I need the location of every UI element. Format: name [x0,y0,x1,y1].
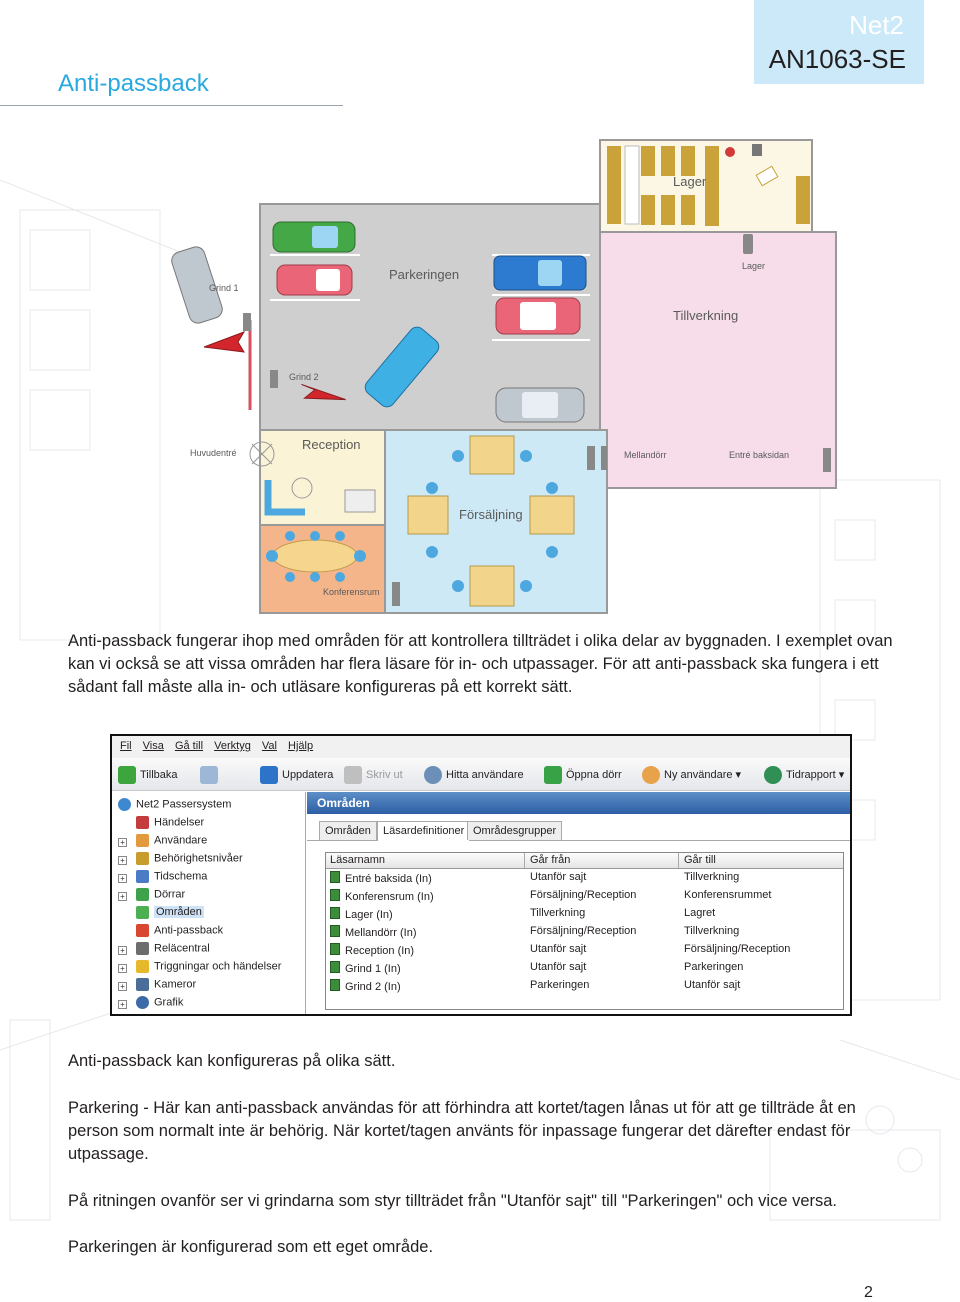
section-title: Områden [307,792,850,814]
table-cell: Entré baksida (In) [330,871,432,885]
table-row[interactable] [326,977,843,995]
expand-icon[interactable]: + [118,964,127,973]
intro-paragraph: Anti-passback fungerar ihop med områden för att kontrollera tillträdet i olika delar av byggnaden. I exemplet ovan kan vi också se att vissa områden har flera läsare för in- och utpassager. För att anti-passback ska fungera i ett sådant fall måste alla in- och utläsare konfigureras på ett korrekt sätt. [68,632,893,696]
table-cell: Utanför sajt [530,943,587,955]
table-row[interactable] [326,905,843,923]
parking-area [169,204,600,430]
user-icon [642,766,660,784]
door-icon [544,766,562,784]
print-button[interactable]: Skriv ut [344,766,403,784]
tree-item-dorrar[interactable]: Dörrar [136,888,185,901]
expand-icon[interactable]: + [118,874,127,883]
reader-icon [330,943,340,955]
label-mellandorr: Mellandörr [624,450,667,460]
toolbar [112,758,850,791]
table-cell: Tillverkning [684,871,740,883]
users-icon [136,834,149,847]
reader-icon [330,871,340,883]
tree-item-anti-passback[interactable]: Anti-passback [136,924,223,937]
paragraph-area: Parkeringen är konfigurerad som ett eget område. [68,1238,434,1256]
find-user-button[interactable]: Hitta användare [424,766,524,784]
eye-icon [136,996,149,1009]
relay-icon [136,942,149,955]
door-icon [136,888,149,901]
reader-icon [330,889,340,901]
table-cell: Konferensrum (In) [330,889,434,903]
net2-app-screenshot [110,734,852,1016]
table-cell: Utanför sajt [530,871,587,883]
expand-icon[interactable]: + [118,982,127,991]
table-cell: Utanför sajt [684,979,741,991]
column-separator [678,853,679,868]
label-lager: Lager [673,174,707,189]
refresh-icon [260,766,278,784]
update-button[interactable]: Uppdatera [260,766,333,784]
area-icon [136,906,149,919]
areas-panel [307,792,850,1014]
paragraph-gates: På ritningen ovanför ser vi grindarna som styr tillträdet från "Utanför sajt" till "Parkeringen" och vice versa. [68,1192,838,1210]
label-tillverkning: Tillverkning [673,308,739,323]
table-header [326,853,843,869]
tree-root[interactable]: Net2 Passersystem [118,798,231,811]
tree-item-handelser[interactable]: Händelser [136,816,204,829]
column-gar-fran[interactable]: Går från [530,854,571,866]
time-report-button[interactable]: Tidrapport ▾ [764,766,844,784]
tree-item-kameror[interactable]: Kameror [136,978,196,991]
brand-name: Net2 [849,10,904,40]
open-door-button[interactable]: Öppna dörr [544,766,622,784]
table-cell: Grind 2 (In) [330,979,401,993]
paragraph-parking: Parkering - Här kan anti-passback användas för att förhindra att kortet/tagen lånas ut för att ge tillträde åt en person som normalt inte är behörig. När kortet/tagen använts för inpassage fungerar det därefter endast för utpassage. [68,1099,856,1163]
tree-item-anvandare[interactable]: Användare [136,834,207,847]
reader-icon [330,907,340,919]
table-cell: Tillverkning [530,907,586,919]
expand-icon[interactable]: + [118,892,127,901]
menu-val[interactable]: Val [261,740,277,752]
column-lasarnamn[interactable]: Läsarnamn [330,854,386,866]
label-grind2: Grind 2 [289,372,319,382]
calendar-icon [136,870,149,883]
label-parkeringen: Parkeringen [389,267,460,282]
table-row[interactable] [326,941,843,959]
menu-bar [112,736,850,759]
globe-icon [118,798,131,811]
reader-icon [330,961,340,973]
label-reception: Reception [302,437,361,452]
label-konferensrum: Konferensrum [323,587,380,597]
reader-icon [330,979,340,991]
tab-lasardefinitioner[interactable]: Läsardefinitioner [377,821,470,841]
paragraph-configure: Anti-passback kan konfigureras på olika sätt. [68,1052,396,1070]
table-cell: Konferensrummet [684,889,772,901]
menu-hjalp[interactable]: Hjälp [288,740,314,752]
expand-icon[interactable]: + [118,946,127,955]
title-underline [0,105,343,106]
table-cell: Tillverkning [684,925,740,937]
anti-passback-icon [136,924,149,937]
printer-icon [344,766,362,784]
key-icon [136,852,149,865]
table-row[interactable] [326,959,843,977]
tree-item-grafik[interactable]: Grafik [136,996,183,1009]
brand-box [754,0,924,84]
tab-omradesgrupper[interactable]: Områdesgrupper [467,821,562,840]
tree-item-triggningar[interactable]: Triggningar och händelser [136,960,281,973]
menu-visa[interactable]: Visa [142,740,164,752]
tab-omraden[interactable]: Områden [319,821,377,840]
tree-item-behorighetsnivaer[interactable]: Behörighetsnivåer [136,852,243,865]
back-button[interactable]: Tillbaka [118,766,178,784]
table-cell: Försäljning/Reception [530,889,637,901]
back-arrow-icon [118,766,136,784]
page-number: 2 [864,1284,873,1301]
expand-icon[interactable]: + [118,856,127,865]
menu-ga-till[interactable]: Gå till [174,740,204,752]
events-icon [136,816,149,829]
table-cell: Försäljning/Reception [530,925,637,937]
table-cell: Mellandörr (In) [330,925,417,939]
menu-verktyg[interactable]: Verktyg [214,740,251,752]
label-entre-baksidan: Entré baksidan [729,450,790,460]
label-grind1: Grind 1 [209,283,239,293]
conference-area [260,525,400,613]
clock-icon [764,766,782,784]
tree-item-relacentral[interactable]: Reläcentral [136,942,210,955]
expand-icon[interactable]: + [118,838,127,847]
table-cell: Parkeringen [530,979,590,991]
label-huvudentre: Huvudentré [190,448,237,458]
tree-item-omraden[interactable]: Områden [136,906,204,919]
column-separator [524,853,525,868]
lightning-icon [136,960,149,973]
tab-strip [307,818,850,841]
table-cell: Reception (In) [330,943,414,957]
expand-icon[interactable]: + [118,1000,127,1009]
table-cell: Utanför sajt [530,961,587,973]
table-cell: Grind 1 (In) [330,961,401,975]
column-gar-till[interactable]: Går till [684,854,716,866]
forward-button[interactable] [200,766,222,784]
magnifier-icon [424,766,442,784]
table-cell: Lagret [684,907,716,919]
new-user-button[interactable]: Ny användare ▾ [642,766,741,784]
reader-icon [330,925,340,937]
page-title: Anti-passback [58,70,209,97]
document-code: AN1063-SE [768,44,906,74]
table-row[interactable] [326,869,843,887]
reader-definitions-table [325,852,844,1010]
tree-item-tidschema[interactable]: Tidschema [136,870,207,883]
table-cell: Lager (In) [330,907,393,921]
label-forsaljning: Försäljning [459,507,523,522]
label-lager-door: Lager [742,261,766,271]
table-cell: Parkeringen [684,961,744,973]
forward-arrow-icon [200,766,218,784]
table-cell: Försäljning/Reception [684,943,791,955]
navigation-tree [112,792,306,1014]
menu-fil[interactable]: Fil [120,740,132,752]
table-row[interactable] [326,923,843,941]
table-row[interactable] [326,887,843,905]
camera-icon [136,978,149,991]
floor-plan [0,130,960,630]
